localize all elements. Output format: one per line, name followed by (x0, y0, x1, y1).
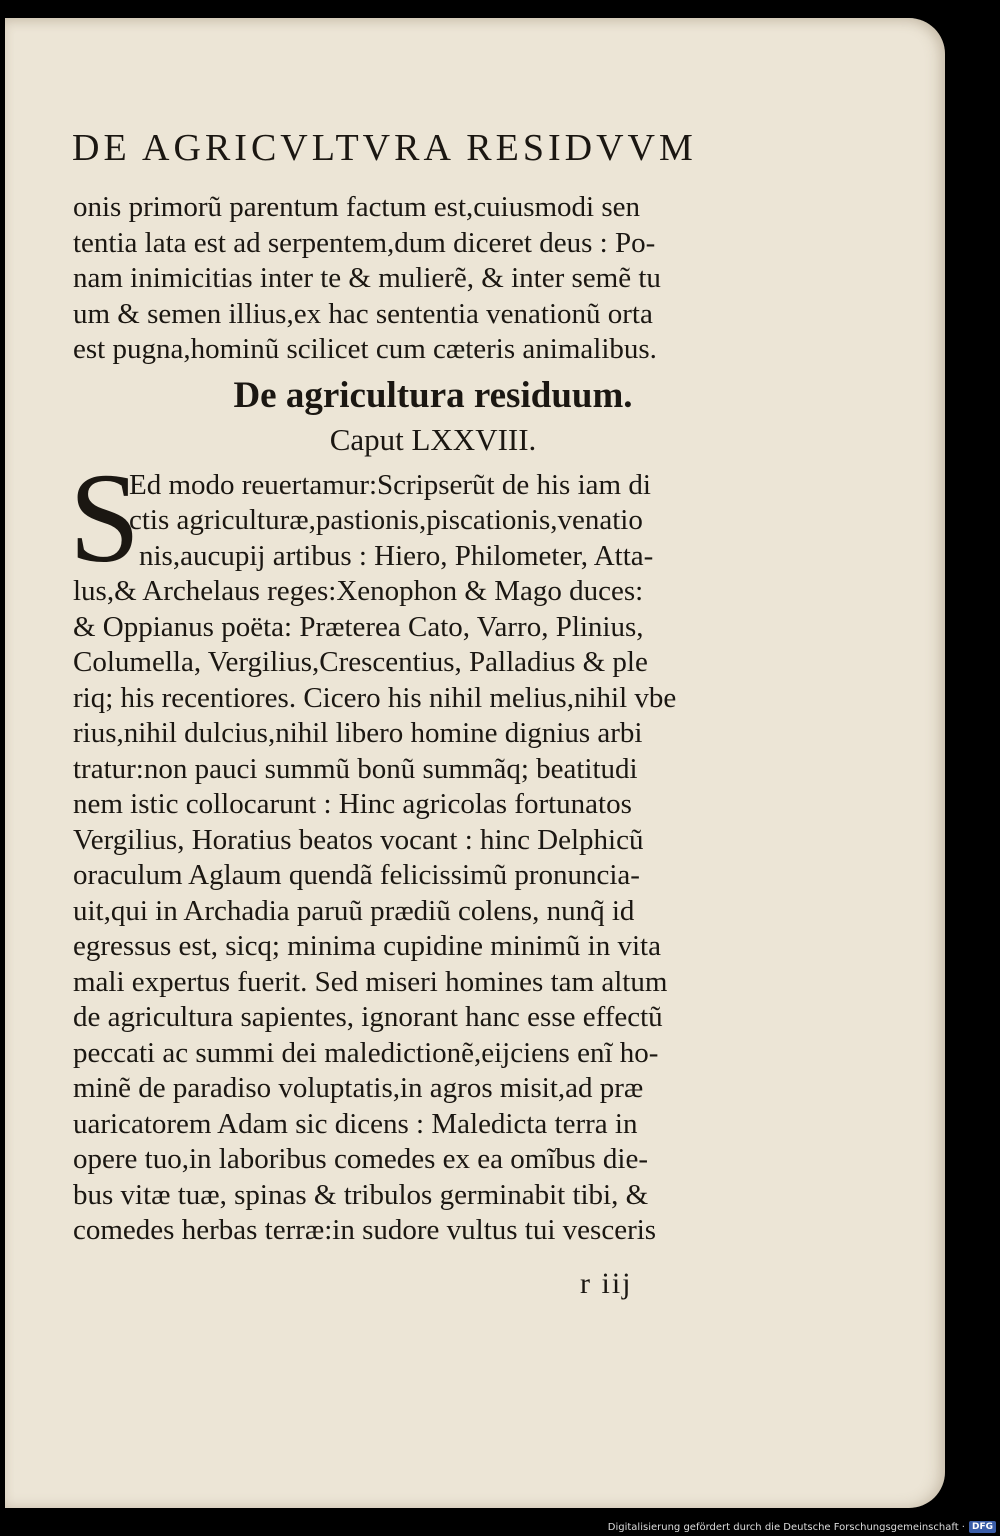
text-line: & Oppianus poëta: Præterea Cato, Varro, Plinius, (73, 610, 644, 643)
text-line: uit,qui in Archadia paruũ prædiũ colens, nunq̃ id (73, 894, 635, 927)
text-line: rius,nihil dulcius,nihil libero homine dignius arbi (73, 717, 643, 749)
text-line: Ed modo reuertamur:Scripserũt de his iam di (129, 468, 651, 501)
text-line: nam inimicitias inter te & mulierẽ, & inter semẽ tu (73, 262, 661, 294)
chapter-body (69, 446, 773, 1249)
book-page (5, 18, 945, 1508)
text-line: onis primorũ parentum factum est,cuiusmodi sen (73, 191, 641, 223)
text-line: riq; his recentiores. Cicero his nihil melius,nihil vbe (73, 681, 677, 714)
text-line: mali expertus fuerit. Sed miseri homines tam altum (73, 965, 668, 998)
text-line: ctis agriculturæ,pastionis,piscationis,venatio (129, 504, 643, 536)
text-line: uaricatorem Adam sic dicens : Maledicta terra in (73, 1107, 638, 1140)
running-head: DE AGRICVLTVRA RESIDVVM (72, 127, 697, 169)
text-line: nem istic collocarunt : Hinc agricolas fortunatos (73, 788, 632, 820)
text-line: Vergilius, Horatius beatos vocant : hinc Delphicũ (73, 823, 644, 856)
text-line: Columella, Vergilius,Crescentius, Palladius & ple (73, 646, 648, 678)
text-line: bus vitæ tuæ, spinas & tribulos germinabit tibi, & (73, 1178, 649, 1211)
dfg-logo-icon: DFG (969, 1521, 996, 1533)
digitization-credit (608, 1521, 996, 1533)
text-line: oraculum Aglaum quendã felicissimũ pronuncia- (73, 859, 640, 891)
chapter-title: De agricultura residuum. (233, 374, 633, 416)
text-line: egressus est, sicq; minima cupidine minimũ in vita (73, 930, 661, 962)
text-line: comedes herbas terræ:in sudore vultus tui vesceris (73, 1214, 657, 1246)
text-line: de agricultura sapientes, ignorant hanc esse effectũ (73, 1001, 663, 1033)
credit-text: Digitalisierung gefördert durch die Deutsche Forschungsgemeinschaft · (607, 1521, 965, 1533)
text-block (69, 190, 773, 1249)
text-line: tentia lata est ad serpentem,dum diceret deus : Po- (73, 226, 656, 259)
text-line: opere tuo,in laboribus comedes ex ea omĩbus die- (73, 1143, 649, 1175)
text-line: lus,& Archelaus reges:Xenophon & Mago duces: (73, 575, 644, 607)
text-line: est pugna,hominũ scilicet cum cæteris animalibus. (73, 333, 657, 365)
chapter-number: Caput LXXVIII. (329, 421, 537, 457)
signature-mark: r iij (580, 1267, 633, 1300)
text-line: minẽ de paradiso voluptatis,in agros misit,ad præ (73, 1072, 644, 1104)
drop-cap: S (69, 446, 141, 589)
text-line: tratur:non pauci summũ bonũ summãq; beatitudi (73, 752, 638, 785)
text-line: nis,aucupij artibus : Hiero, Philometer, Atta- (139, 539, 654, 572)
text-line: peccati ac summi dei maledictionẽ,eijciens enĩ ho- (73, 1036, 659, 1069)
text-line: um & semen illius,ex hac sententia venationũ orta (73, 297, 653, 330)
